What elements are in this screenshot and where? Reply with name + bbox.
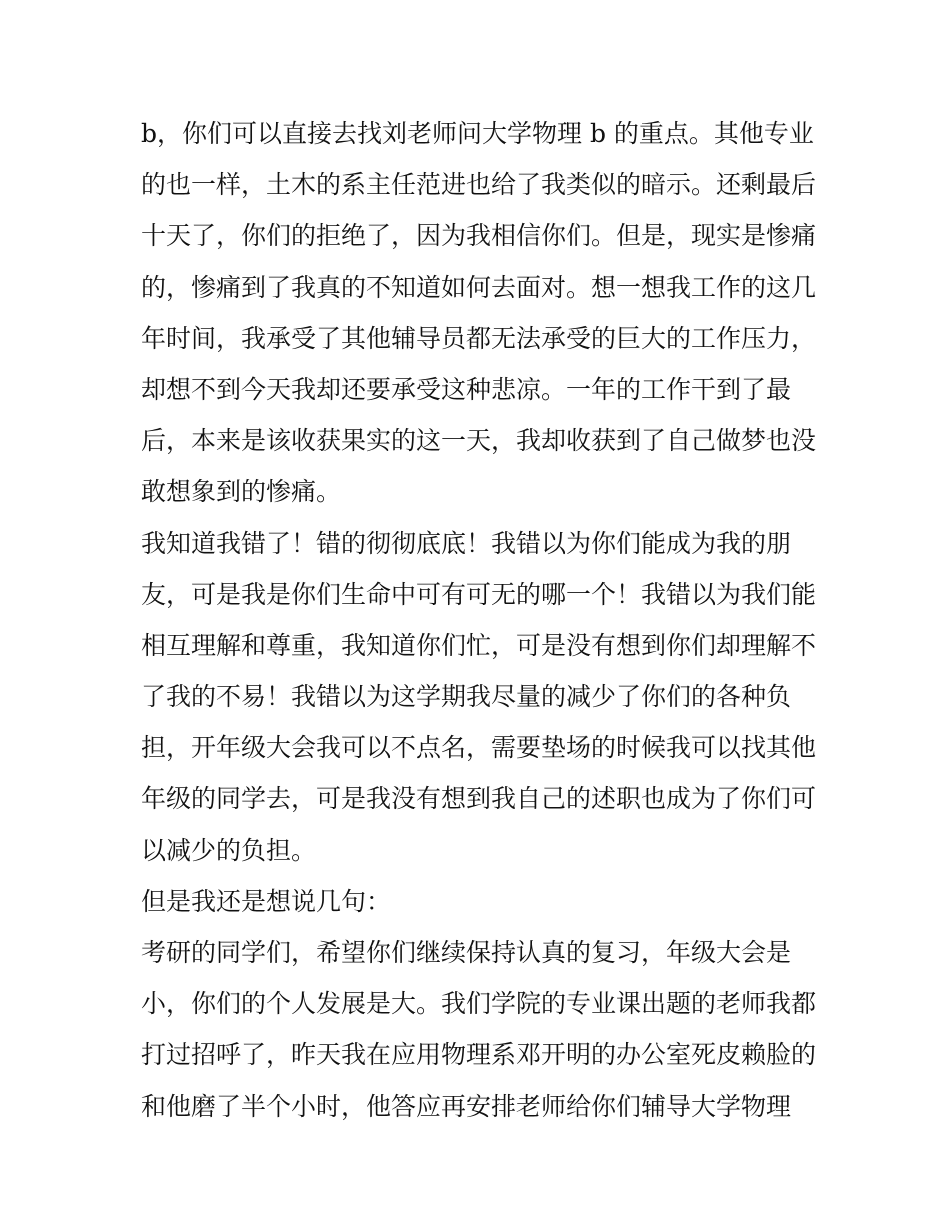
text-line: 年级的同学去，可是我没有想到我自己的述职也成为了你们可 [141,784,817,814]
text-line: 却想不到今天我却还要承受这种悲凉。一年的工作干到了最 [141,374,792,404]
text-line: 以减少的负担。 [141,835,317,865]
text-line: 小，你们的个人发展是大。我们学院的专业课出题的老师我都 [141,989,817,1019]
text-line: 的，惨痛到了我真的不知道如何去面对。想一想我工作的这几 [141,272,817,302]
text-line: 敢想象到的惨痛。 [141,477,342,507]
text-line: 担，开年级大会我可以不点名，需要垫场的时候我可以找其他 [141,733,817,763]
text-line: 十天了，你们的拒绝了，因为我相信你们。但是，现实是惨痛 [141,221,817,251]
text-line: 了我的不易！我错以为这学期我尽量的减少了你们的各种负 [141,682,792,712]
text-line: 但是我还是想说几句： [141,886,392,916]
text-line: 年时间，我承受了其他辅导员都无法承受的巨大的工作压力， [141,323,817,353]
text-line: 我知道我错了！错的彻彻底底！我错以为你们能成为我的朋 [141,528,792,558]
document-body [141,108,821,1132]
text-line: b，你们可以直接去找刘老师问大学物理 b 的重点。其他专业 [141,119,814,148]
text-line: 和他磨了半个小时，他答应再安排老师给你们辅导大学物理 [141,1091,792,1121]
text-line: 的也一样，土木的系主任范进也给了我类似的暗示。还剩最后 [141,170,817,200]
text-line: 后，本来是该收获果实的这一天，我却收获到了自己做梦也没 [141,426,817,456]
text-line: 友，可是我是你们生命中可有可无的哪一个！我错以为我们能 [141,579,817,609]
text-line: 考研的同学们，希望你们继续保持认真的复习，年级大会是 [141,938,792,967]
text-line: 相互理解和尊重，我知道你们忙，可是没有想到你们却理解不 [141,630,817,660]
text-line: 打过招呼了，昨天我在应用物理系邓开明的办公室死皮赖脸的 [141,1040,817,1070]
